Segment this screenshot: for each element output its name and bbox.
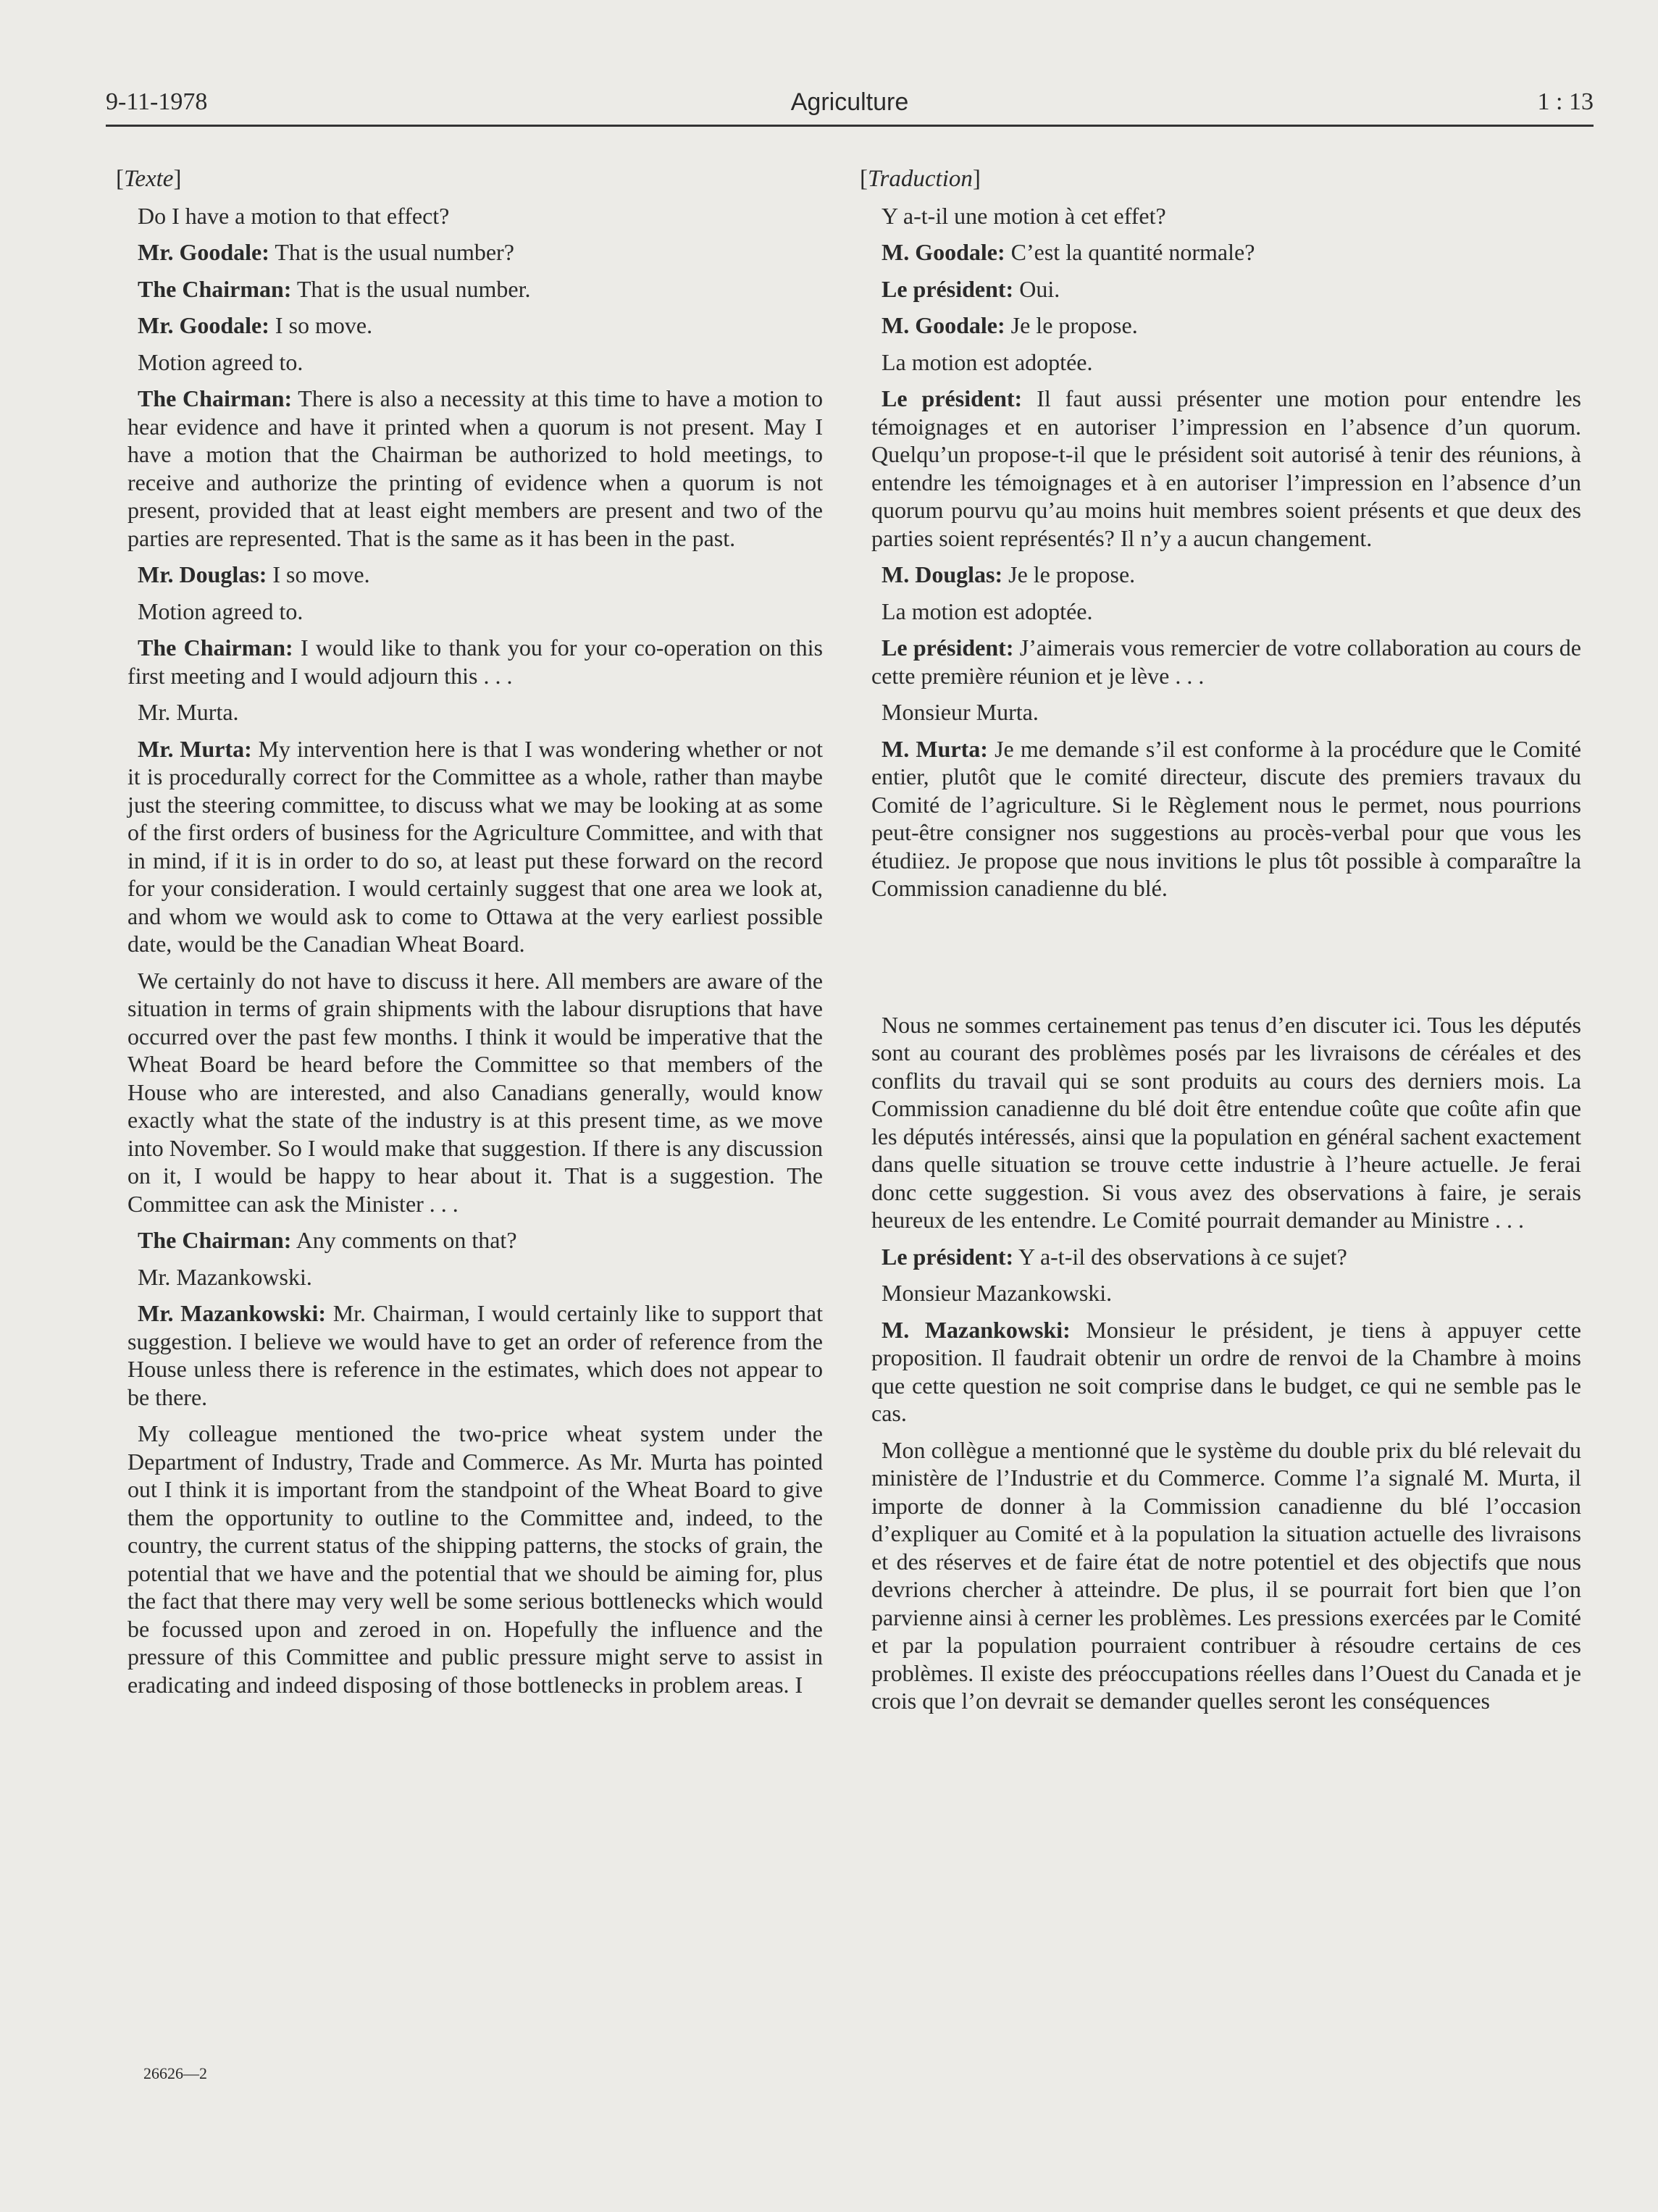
paragraph (127, 698, 823, 726)
paragraph (127, 735, 823, 958)
english-column (116, 165, 824, 1707)
speaker-name: Mr. Douglas: (138, 561, 267, 587)
paragraph-text: I so move. (269, 312, 373, 338)
paragraph (871, 275, 1581, 303)
paragraph (127, 1226, 823, 1254)
paragraph-text: Motion agreed to. (138, 598, 303, 624)
speaker-name: Mr. Goodale: (138, 312, 269, 338)
speaker-name: M. Goodale: (882, 312, 1005, 338)
header-page-number: 1 : 13 (1537, 88, 1594, 115)
paragraph-text: Il faut aussi présenter une motion pour entendre les témoignages et en autoriser l’impression en l’absence d’un quorum. Quelqu’un propose-t-il que le président soit autorisé à tenir des réunions, à entendre les témoignages et à en autoriser l’impression en l’absence d’un quorum pourvu qu’au moins huit membres soient présents et que deux des parties soient représentés? Il n’y a aucun changement. (871, 385, 1581, 551)
speaker-name: M. Murta: (882, 735, 988, 762)
speaker-name: Mr. Mazankowski: (138, 1300, 327, 1326)
paragraph-text: I would like to thank you for your co-operation on this first meeting and I would adjourn this . . . (127, 634, 824, 689)
paragraph-text: Je me demande s’il est conforme à la procédure que le Comité entier, plutôt que le comité directeur, discute des premiers travaux du Comité de l’agriculture. Si le Règlement nous le permet, nous pourrions peut-être consigner nos suggestions au procès-verbal pour que vous les étudiiez. Je propose que nous invitions le plus tôt possible à comparaître la Commission canadienne du blé. (871, 735, 1582, 901)
paragraph (871, 698, 1581, 726)
paragraph (127, 1263, 823, 1291)
page-header (106, 81, 1594, 127)
paragraph (871, 311, 1581, 340)
paragraph-text: That is the usual number. (291, 275, 531, 302)
text-tag: [Texte] (116, 166, 182, 192)
paragraph (871, 561, 1581, 589)
paragraph-text: J’aimerais vous remercier de votre collaboration au cours de cette première réunion et je lève . . . (871, 634, 1582, 689)
paragraph-text: Mon collègue a mentionné que le système du double prix du blé relevait du ministère de l’Industrie et du Commerce. Comme l’a signalé M. Murta, il importe de donner à la Commission canadienne du blé l’occasion d’expliquer au Comité et à la population la situation actuelle des livraisons et des réserves et de faire état de notre potentiel et des objectifs que nous devrions chercher à atteindre. De plus, il se pourrait fort bien que l’on parvienne ainsi à cerner les problèmes. Les pressions exercées par le Comité et par la population pourraient contribuer à résoudre certains de ces problèmes. Il existe des préoccupations réelles dans l’Ouest du Canada et je crois que l’on devrait se demander quelles seront les conséquences (871, 1436, 1581, 1714)
speaker-name: The Chairman: (138, 275, 292, 302)
paragraph-text: La motion est adoptée. (882, 348, 1093, 375)
speaker-name: M. Mazankowski: (882, 1316, 1071, 1343)
paragraph-text: Nous ne sommes certainement pas tenus d’en discuter ici. Tous les députés sont au courant des problèmes posés par les livraisons de céréales et des conflits du travail qui se sont produits au cours des derniers mois. La Commission canadienne du blé doit être entendue coûte que coûte afin que les députés intéressés, ainsi que la population en général sachent exactement dans quelle situation se trouve cette industrie à l’heure actuelle. Je ferai donc cette suggestion. Si vous avez des observations à faire, je serais heureux de les entendre. Le Comité pourrait demander au Ministre . . . (871, 1011, 1581, 1233)
paragraph-text: Motion agreed to. (138, 348, 303, 375)
paragraph (127, 598, 823, 626)
paragraph-text: Do I have a motion to that effect? (138, 202, 450, 229)
paragraph (871, 348, 1581, 377)
paragraph (871, 1436, 1581, 1715)
speaker-name: Le président: (882, 1243, 1014, 1270)
speaker-name: Le président: (882, 275, 1014, 302)
paragraph (871, 598, 1581, 626)
paragraph-text: Y a-t-il des observations à ce sujet? (1013, 1243, 1347, 1270)
paragraph (127, 311, 823, 340)
paragraph-text: C’est la quantité normale? (1005, 239, 1255, 265)
paragraph-text: That is the usual number? (269, 239, 514, 265)
paragraph (127, 238, 823, 267)
paragraph (127, 1420, 823, 1698)
english-paragraphs (127, 202, 823, 1699)
paragraph (127, 385, 823, 552)
paragraph (871, 238, 1581, 267)
footer-code: 26626—2 (143, 2064, 207, 2082)
speaker-name: The Chairman: (138, 385, 293, 411)
paragraph-text: Mr. Chairman, I would certainly like to support that suggestion. I believe we would have to get an order of reference from the House unless there is reference in the estimates, which does not appear to be there. (127, 1300, 824, 1410)
french-column (860, 165, 1582, 1724)
paragraph (871, 735, 1581, 902)
paragraph-text: My colleague mentioned the two-price wheat system under the Department of Industry, Trade and Commerce. As Mr. Murta has pointed out I think it is important from the standpoint of the Wheat Board to give them the opportunity to outline to the Committee and, indeed, to the country, the current status of the shipping patterns, the stocks of grain, the potential that we have and the potential that we should be aiming for, plus the fact that there may very well be some serious bottlenecks which would be focussed upon and zeroed in on. Hopefully the influence and the pressure of this Committee and public pressure might serve to assist in eradicating and indeed disposing of those bottlenecks in problem areas. I (127, 1420, 823, 1698)
paragraph-text: Monsieur le président, je tiens à appuyer cette proposition. Il faudrait obtenir un ordre de renvoi de la Chambre à moins que cette question ne soit comprise dans le budget, ce qui ne semble pas le cas. (871, 1316, 1582, 1426)
speaker-name: Mr. Murta: (138, 735, 252, 762)
paragraph-text: Oui. (1013, 275, 1060, 302)
translation-tag: [Traduction] (860, 166, 981, 192)
speaker-name: The Chairman: (138, 634, 293, 661)
speaker-name: Mr. Goodale: (138, 239, 269, 265)
paragraph (871, 202, 1581, 230)
speaker-name: M. Douglas: (882, 561, 1003, 587)
header-date: 9-11-1978 (106, 88, 208, 115)
header-title: Agriculture (790, 88, 909, 116)
paragraph-text: Mr. Mazankowski. (138, 1263, 312, 1290)
speaker-name: The Chairman: (138, 1227, 292, 1253)
paragraph-text: My intervention here is that I was wondering whether or not it is procedurally correct for the Committee as a whole, rather than maybe just the steering committee, to discuss what we may be looking at as some of the first orders of business for the Agriculture Committee, and with that in mind, if it is in order to do so, at least put these forward on the record for your consideration. I would certainly suggest that one area we look at, and whom we would ask to come to Ottawa at the very earliest possible date, would be the Canadian Wheat Board. (127, 735, 824, 957)
paragraph (871, 1243, 1581, 1271)
paragraph (127, 561, 823, 589)
paragraph-text: La motion est adoptée. (882, 598, 1093, 624)
paragraph (127, 348, 823, 377)
paragraph (871, 1011, 1581, 1234)
paragraph (127, 634, 823, 690)
paragraph-text: We certainly do not have to discuss it here. All members are aware of the situation in terms of grain shipments with the labour disruptions that have occurred over the past few months. I think it would be imperative that the Wheat Board be heard before the Committee so that members of the House who are interested, and also Canadians generally, would know exactly what the state of the industry is at this present time, as we move into November. So I would make that suggestion. If there is any discussion on it, I would be happy to hear about it. That is a suggestion. The Committee can ask the Minister . . . (127, 967, 823, 1217)
paragraph (127, 275, 823, 303)
paragraph (871, 1279, 1581, 1307)
paragraph (127, 967, 823, 1218)
paragraph (871, 1316, 1581, 1428)
speaker-name: Le président: (882, 634, 1014, 661)
paragraph-text: Mr. Murta. (138, 699, 239, 725)
paragraph-text: Je le propose. (1002, 561, 1136, 587)
paragraph-text: Y a-t-il une motion à cet effet? (882, 202, 1166, 229)
paragraph (127, 1299, 823, 1411)
paragraph (871, 634, 1581, 690)
paragraph (871, 385, 1581, 552)
paragraph (127, 202, 823, 230)
paragraph-text: Any comments on that? (291, 1227, 517, 1253)
speaker-name: M. Goodale: (882, 239, 1005, 265)
paragraph-text: I so move. (267, 561, 370, 587)
paragraph-text: Je le propose. (1005, 312, 1138, 338)
paragraph-text: There is also a necessity at this time to have a motion to hear evidence and have it printed when a quorum is not present. May I have a motion that the Chairman be authorized to hold meetings, to receive and authorize the printing of evidence when a quorum is not present, provided that at least eight members are present and two of the parties are represented. That is the same as it has been in the past. (127, 385, 824, 551)
paragraph-text: Monsieur Mazankowski. (882, 1280, 1113, 1306)
french-paragraphs (871, 202, 1581, 1715)
paragraph-text: Monsieur Murta. (882, 699, 1039, 725)
speaker-name: Le président: (882, 385, 1023, 411)
